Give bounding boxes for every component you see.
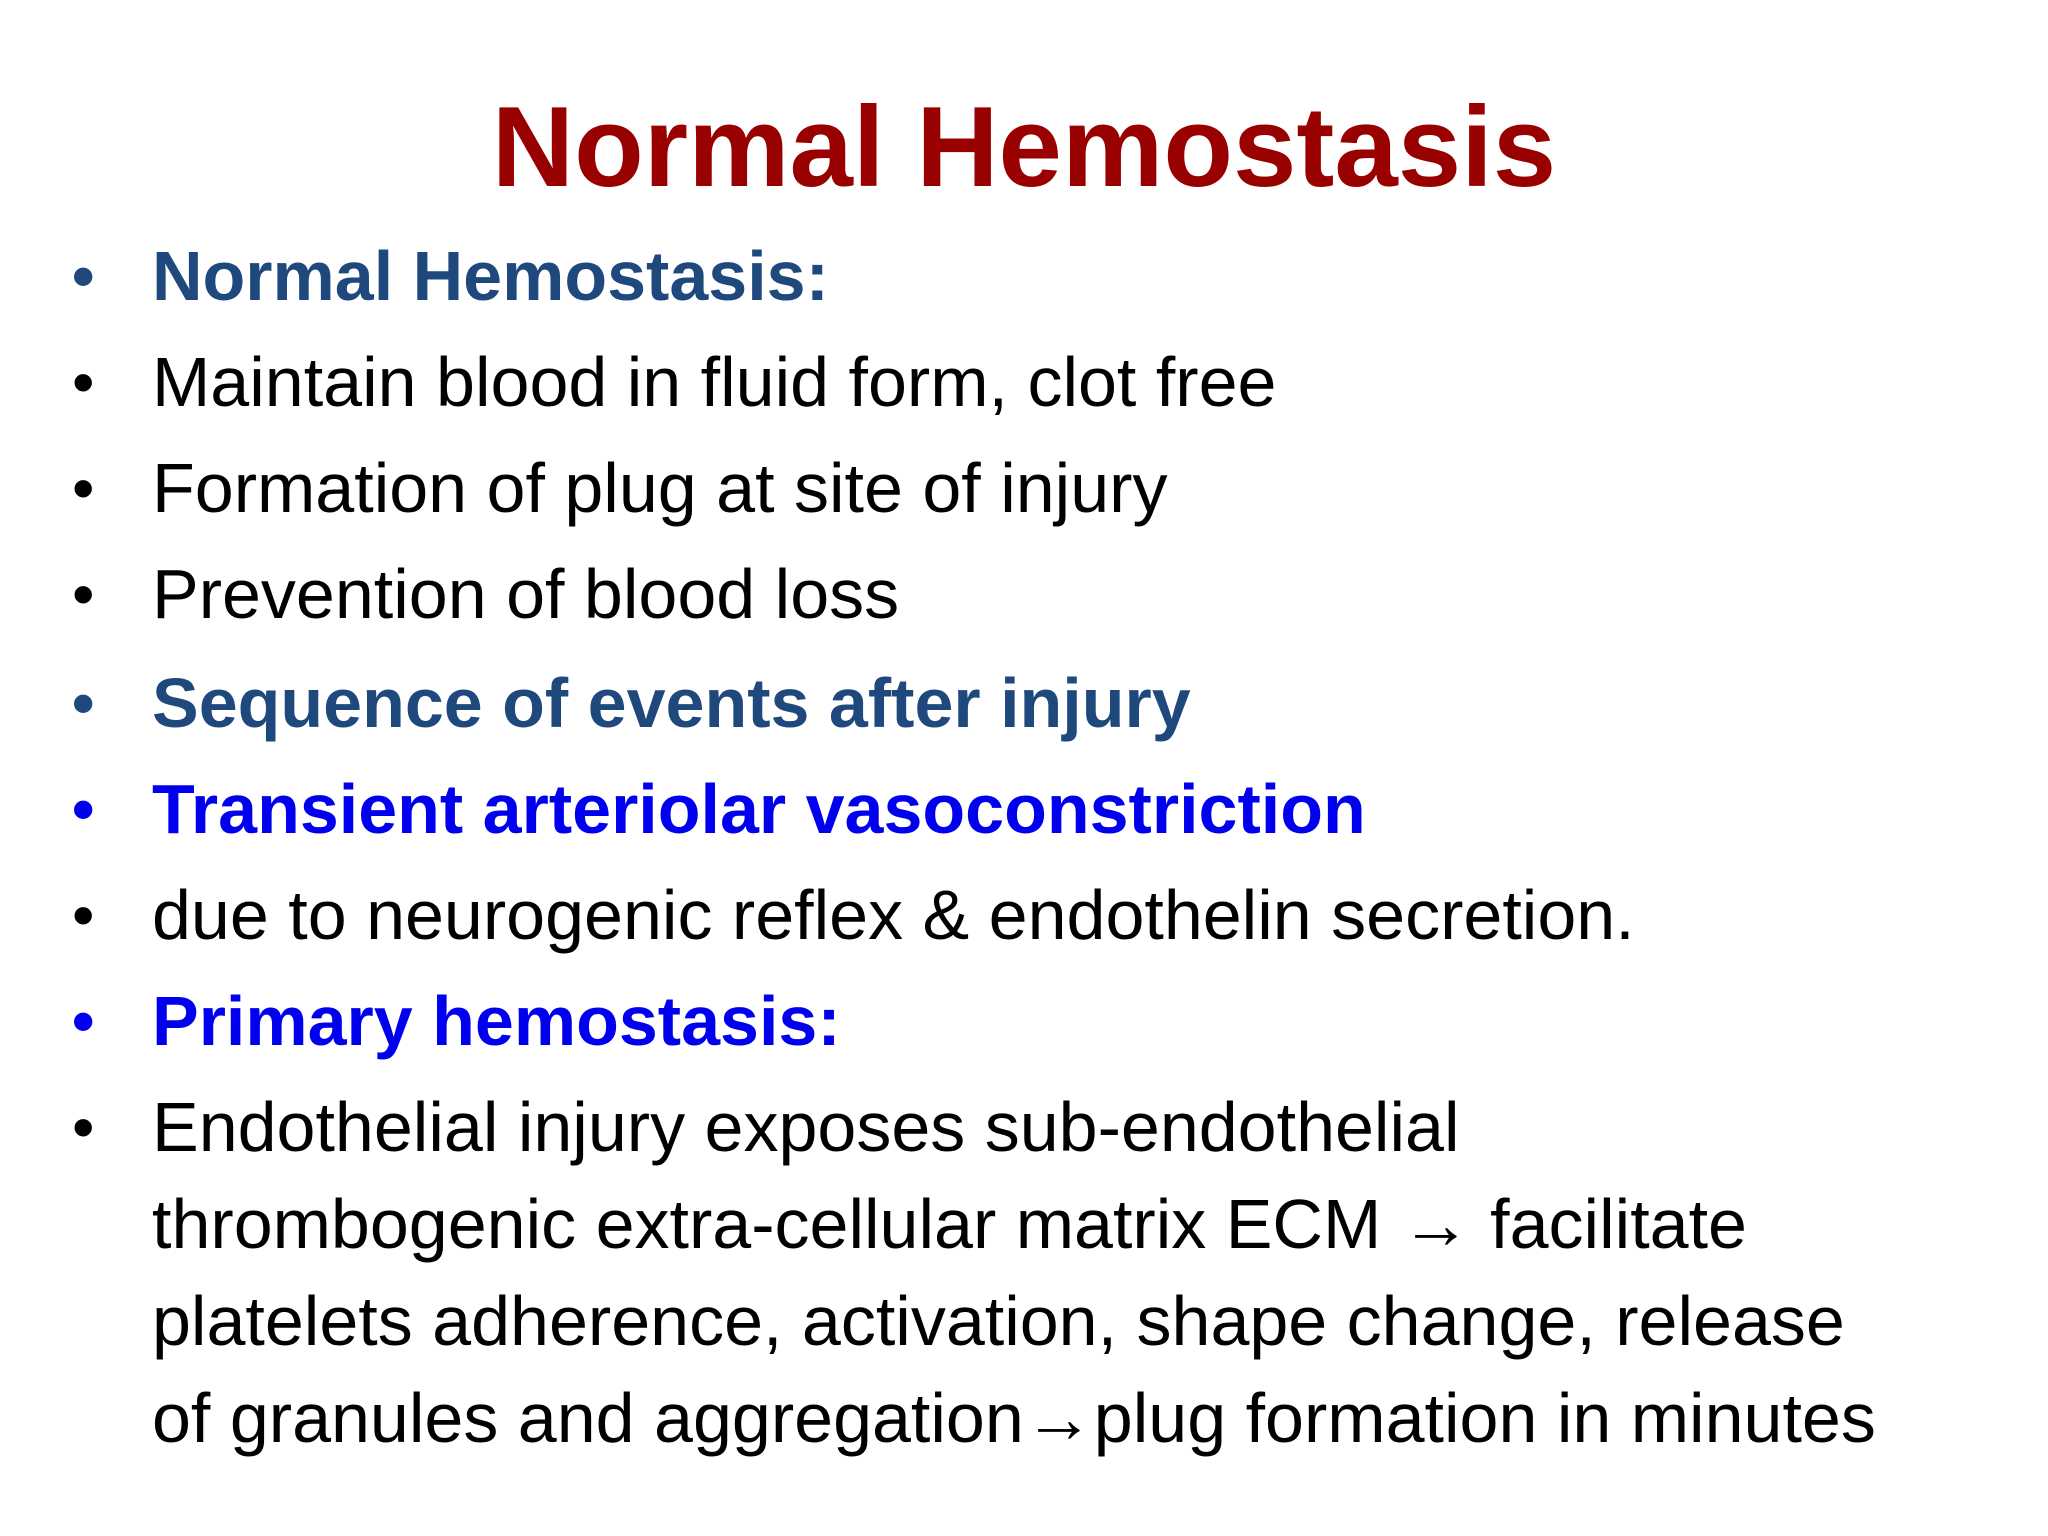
bullet-text: Maintain blood in fluid form, clot free — [152, 343, 1277, 421]
bullet-text: due to neurogenic reflex & endothelin secretion. — [152, 876, 1635, 954]
bullet-text-line: of granules and aggregation→plug formation in minutes — [152, 1379, 1876, 1457]
bullet-item — [0, 334, 2048, 431]
bullet-item — [0, 1079, 2048, 1467]
bullet-text-line: thrombogenic extra-cellular matrix ECM → facilitate — [152, 1185, 1747, 1263]
slide-title: Normal Hemostasis — [491, 84, 1557, 211]
bullet-text: Sequence of events after injury — [152, 664, 1191, 742]
bullet-item — [0, 228, 2048, 325]
bullet-text: Prevention of blood loss — [152, 555, 900, 633]
bullet-icon: • — [72, 985, 95, 1057]
bullet-icon: • — [72, 558, 95, 630]
bullet-item — [0, 655, 2048, 752]
bullet-icon: • — [72, 879, 95, 951]
bullet-item — [0, 761, 2048, 858]
bullet-list — [0, 228, 2048, 1476]
bullet-icon: • — [72, 452, 95, 524]
bullet-icon: • — [72, 346, 95, 418]
bullet-item — [0, 973, 2048, 1070]
bullet-icon: • — [72, 773, 95, 845]
bullet-text-line: Endothelial injury exposes sub-endothelial — [152, 1088, 1460, 1166]
bullet-icon: • — [72, 667, 95, 739]
bullet-item — [0, 546, 2048, 643]
bullet-text: Normal Hemostasis: — [152, 237, 829, 315]
bullet-item — [0, 440, 2048, 537]
bullet-text-line: platelets adherence, activation, shape change, release — [152, 1282, 1845, 1360]
bullet-text: Primary hemostasis: — [152, 982, 841, 1060]
bullet-item — [0, 867, 2048, 964]
bullet-text: Transient arteriolar vasoconstriction — [152, 770, 1366, 848]
bullet-icon: • — [72, 1091, 95, 1163]
bullet-text: Formation of plug at site of injury — [152, 449, 1168, 527]
bullet-icon: • — [72, 240, 95, 312]
